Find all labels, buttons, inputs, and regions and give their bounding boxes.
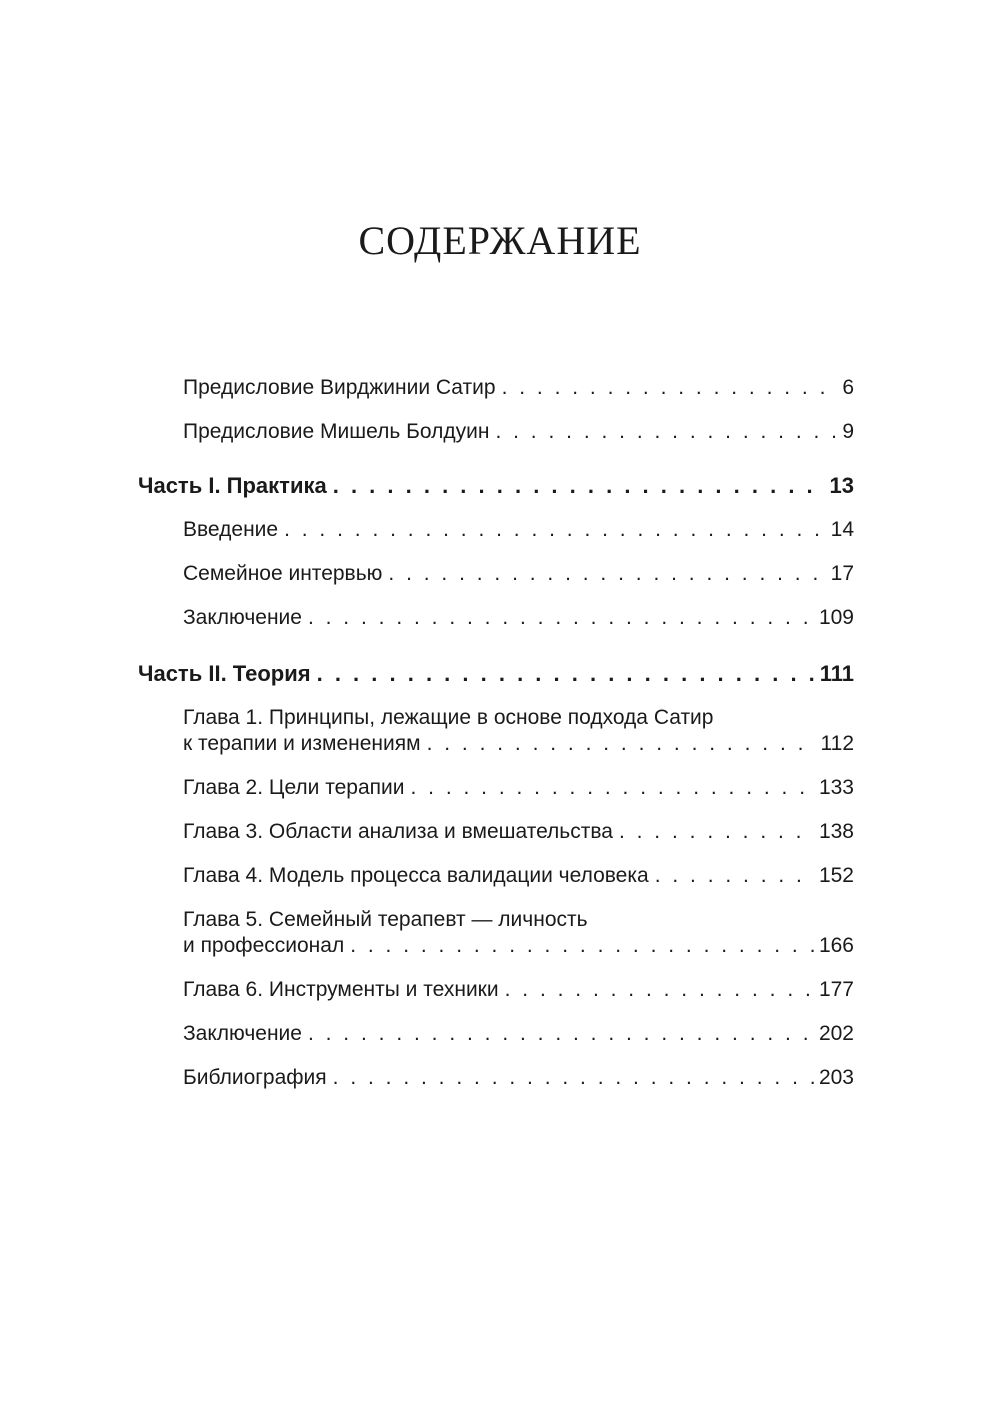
dot-leader — [333, 473, 826, 499]
toc-part-2[interactable] — [138, 661, 854, 687]
dot-leader — [284, 517, 827, 543]
dot-leader — [502, 375, 839, 401]
toc-entry-label: Глава 6. Инструменты и техники — [183, 978, 499, 1001]
dot-leader — [308, 605, 815, 631]
toc-entry-label: Глава 3. Области анализа и вмешательства — [183, 820, 613, 843]
toc-entry-page: 203 — [818, 1066, 854, 1089]
toc-entry-label: Заключение — [183, 606, 302, 629]
dot-leader — [427, 731, 817, 757]
toc-entry-label-line2: к терапии и изменениям — [183, 732, 421, 755]
toc-entry-conclusion[interactable] — [183, 1021, 854, 1047]
toc-part-page: 13 — [829, 473, 854, 498]
dot-leader — [505, 977, 815, 1003]
toc-entry-bibliography[interactable] — [183, 1065, 854, 1091]
toc-entry-label-line1: Глава 1. Принципы, лежащие в основе подхода Сатир — [183, 706, 714, 729]
toc-entry-page: 6 — [842, 376, 854, 399]
toc-entry-page: 133 — [818, 776, 854, 799]
toc-entry-chapter-4[interactable] — [183, 863, 854, 889]
dot-leader — [619, 819, 815, 845]
toc-entry-label-line2: и профессионал — [183, 934, 345, 957]
toc-entry-label: Глава 4. Модель процесса валидации человека — [183, 864, 649, 887]
toc-entry-label: Предисловие Вирджинии Сатир — [183, 376, 496, 399]
toc-entry-label: Введение — [183, 518, 279, 541]
toc-entry-label: Библиография — [183, 1066, 327, 1089]
toc-entry-chapter-6[interactable] — [183, 977, 854, 1003]
toc-entry-part1-conclusion[interactable] — [183, 605, 854, 631]
toc-entry-preface-baldwin[interactable] — [183, 419, 854, 445]
toc-entry-page: 166 — [818, 934, 854, 957]
toc-entry-page: 14 — [830, 518, 854, 541]
page-title: СОДЕРЖАНИЕ — [358, 217, 642, 263]
toc-entry-chapter-3[interactable] — [183, 819, 854, 845]
dot-leader — [350, 933, 815, 959]
dot-leader — [495, 419, 838, 445]
toc-entry-page: 9 — [842, 420, 854, 443]
toc-entry-label: Глава 2. Цели терапии — [183, 776, 405, 799]
toc-entry-page: 202 — [818, 1022, 854, 1045]
toc-part-1[interactable] — [138, 473, 854, 499]
dot-leader — [317, 661, 816, 687]
toc-entry-page: 109 — [818, 606, 854, 629]
toc-entry-label: Предисловие Мишель Болдуин — [183, 420, 490, 443]
toc-entry-chapter-1[interactable] — [183, 705, 854, 757]
toc-entry-page: 17 — [830, 562, 854, 585]
toc-entry-chapter-5[interactable] — [183, 907, 854, 959]
toc-entry-page: 112 — [820, 732, 854, 755]
toc-entry-page: 138 — [818, 820, 854, 843]
dot-leader — [308, 1021, 815, 1047]
toc-entry-label: Семейное интервью — [183, 562, 383, 585]
toc-entry-page: 152 — [818, 864, 854, 887]
toc-part-label: Часть II. Теория — [138, 661, 311, 686]
toc-entry-label: Заключение — [183, 1022, 302, 1045]
toc-part-label: Часть I. Практика — [138, 473, 327, 498]
dot-leader — [388, 561, 826, 587]
dot-leader — [411, 775, 815, 801]
toc-entry-family-interview[interactable] — [183, 561, 854, 587]
toc-entry-page: 177 — [818, 978, 854, 1001]
dot-leader — [655, 863, 815, 889]
toc-part-page: 111 — [819, 661, 854, 686]
dot-leader — [333, 1065, 815, 1091]
toc-entry-introduction[interactable] — [183, 517, 854, 543]
table-of-contents — [138, 375, 854, 1109]
toc-entry-chapter-2[interactable] — [183, 775, 854, 801]
toc-entry-label-line1: Глава 5. Семейный терапевт — личность — [183, 908, 588, 931]
toc-entry-preface-satir[interactable] — [183, 375, 854, 401]
